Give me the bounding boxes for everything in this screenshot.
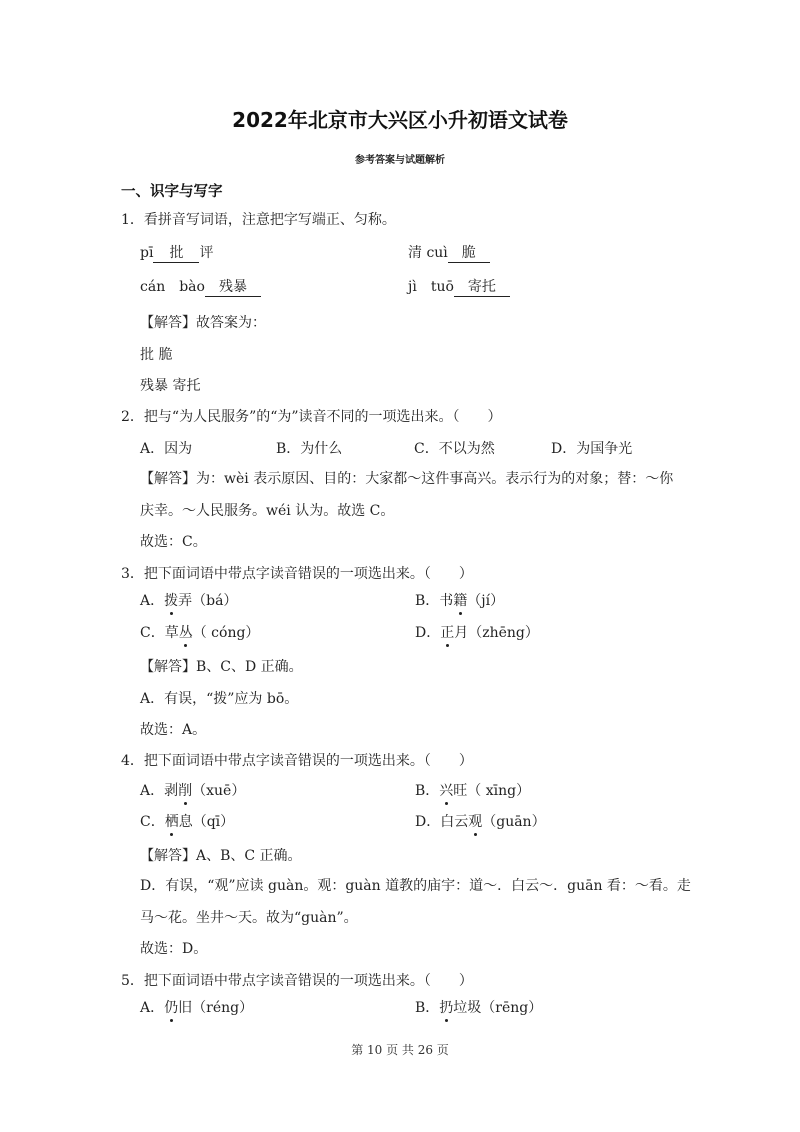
q4-solution-line-3: 马～花。坐井～天。故为“guàn”。 — [140, 910, 358, 926]
q4-option-c-prefix: C． — [140, 814, 165, 830]
q2-solution-line-3: 故选：C。 — [140, 534, 207, 550]
q4-option-a-prefix: A．剥 — [140, 783, 179, 799]
q2-option-a: A．因为 — [140, 441, 193, 457]
page-title: 2022年北京市大兴区小升初语文试卷 — [232, 108, 568, 132]
q5-option-a-dotted-char: 仍 — [164, 1000, 179, 1016]
q4-option-b-prefix: B． — [415, 783, 440, 799]
q2-solution-line-1: 【解答】为：wèi 表示原因、目的：大家都～这件事高兴。表示行为的对象；替：～你 — [140, 471, 674, 487]
q1-solution-label: 【解答】故答案为： — [140, 315, 266, 331]
q1-item-1 — [140, 244, 213, 263]
q4-option-d-prefix: D．白云 — [415, 814, 469, 830]
q2-option-b: B．为什么 — [276, 441, 343, 457]
q5-option-a-prefix: A． — [140, 1000, 165, 1016]
q4-option-d — [415, 813, 546, 831]
q3-option-b — [415, 592, 504, 610]
q3-stem: 3．把下面词语中带点字读音错误的一项选出来。（ ） — [121, 566, 473, 582]
q4-option-b — [415, 782, 530, 800]
q4-option-b-suffix: 旺（ xīng） — [453, 783, 531, 799]
q2-solution-line-2: 庆幸。～人民服务。wéi 认为。故选 C。 — [140, 503, 395, 519]
q3-option-a-dotted-char: 拨 — [164, 593, 179, 609]
q3-option-a-prefix: A． — [140, 593, 165, 609]
q1-item-3 — [140, 278, 261, 297]
q5-option-b-prefix: B． — [415, 1000, 440, 1016]
q3-option-c-dotted-char: 丛 — [178, 625, 193, 641]
q3-option-c-suffix: （ cóng） — [192, 625, 260, 641]
q1-item-3-answer: 残暴 — [205, 278, 261, 297]
page-subtitle: 参考答案与试题解析 — [355, 155, 445, 166]
q1-item-2 — [408, 244, 490, 263]
q4-stem: 4．把下面词语中带点字读音错误的一项选出来。（ ） — [121, 753, 473, 769]
q4-option-a-suffix: （xuē） — [192, 783, 246, 799]
q1-solution-line-2: 残暴 寄托 — [140, 378, 201, 394]
q4-option-c — [140, 813, 234, 831]
q2-stem: 2．把与“为人民服务”的“为”读音不同的一项选出来。（ ） — [121, 409, 502, 425]
page-footer: 第 10 页 共 26 页 — [351, 1043, 449, 1057]
q2-option-d: D．为国争光 — [551, 441, 633, 457]
q1-item-3-pinyin: cán bào — [140, 279, 205, 295]
q3-option-b-dotted-char: 籍 — [453, 593, 468, 609]
q3-option-b-prefix: B．书 — [415, 593, 454, 609]
q5-option-b-dotted-char: 扔 — [439, 1000, 454, 1016]
q4-solution-line-4: 故选：D。 — [140, 941, 208, 957]
q1-solution-line-1: 批 脆 — [140, 347, 173, 363]
q1-item-2-answer: 脆 — [448, 244, 490, 263]
q3-option-c — [140, 624, 259, 642]
q1-item-4 — [408, 278, 510, 297]
q3-option-c-prefix: C．草 — [140, 625, 179, 641]
q1-item-4-answer: 寄托 — [454, 278, 510, 297]
q1-item-1-pinyin: pī — [140, 245, 154, 261]
q1-item-1-rest: 评 — [199, 245, 214, 261]
q4-option-d-dotted-char: 观 — [468, 814, 483, 830]
section-heading: 一、识字与写字 — [121, 184, 223, 200]
q5-option-a-suffix: 旧（réng） — [178, 1000, 254, 1016]
q5-option-a — [140, 999, 253, 1017]
q3-option-a-suffix: 弄（bá） — [178, 593, 238, 609]
q3-solution-line-2: A．有误，“拨”应为 bō。 — [140, 691, 299, 707]
q1-item-1-answer: 批 — [153, 244, 199, 263]
q1-stem: 1．看拼音写词语，注意把字写端正、匀称。 — [121, 212, 396, 228]
q4-option-c-dotted-char: 栖 — [164, 814, 179, 830]
q5-stem: 5．把下面词语中带点字读音错误的一项选出来。（ ） — [121, 973, 473, 989]
q2-option-c: C．不以为然 — [414, 441, 495, 457]
q3-option-a — [140, 592, 237, 610]
q5-option-b — [415, 999, 542, 1017]
q4-option-c-suffix: 息（qī） — [178, 814, 235, 830]
q3-option-b-suffix: （jí） — [467, 593, 505, 609]
q3-option-d-suffix: 月（zhēng） — [454, 625, 539, 641]
q1-item-2-pinyin: 清 cuì — [408, 245, 448, 261]
q4-solution-line-1: 【解答】A、B、C 正确。 — [140, 848, 302, 864]
q4-option-a-dotted-char: 削 — [178, 783, 193, 799]
q3-option-d-dotted-char: 正 — [440, 625, 455, 641]
q4-option-d-suffix: （guān） — [482, 814, 546, 830]
q3-option-d-prefix: D． — [415, 625, 441, 641]
q3-solution-line-1: 【解答】B、C、D 正确。 — [140, 659, 303, 675]
q5-option-b-suffix: 垃圾（rēng） — [453, 1000, 543, 1016]
q1-item-4-pinyin: jì tuō — [408, 279, 454, 295]
q3-option-d — [415, 624, 539, 642]
q4-option-a — [140, 782, 245, 800]
q4-option-b-dotted-char: 兴 — [439, 783, 454, 799]
q3-solution-line-3: 故选：A。 — [140, 722, 207, 738]
q4-solution-line-2: D．有误，“观”应读 guàn。观：guàn 道教的庙宇：道～．白云～．guān 看：～看。走 — [140, 878, 691, 894]
